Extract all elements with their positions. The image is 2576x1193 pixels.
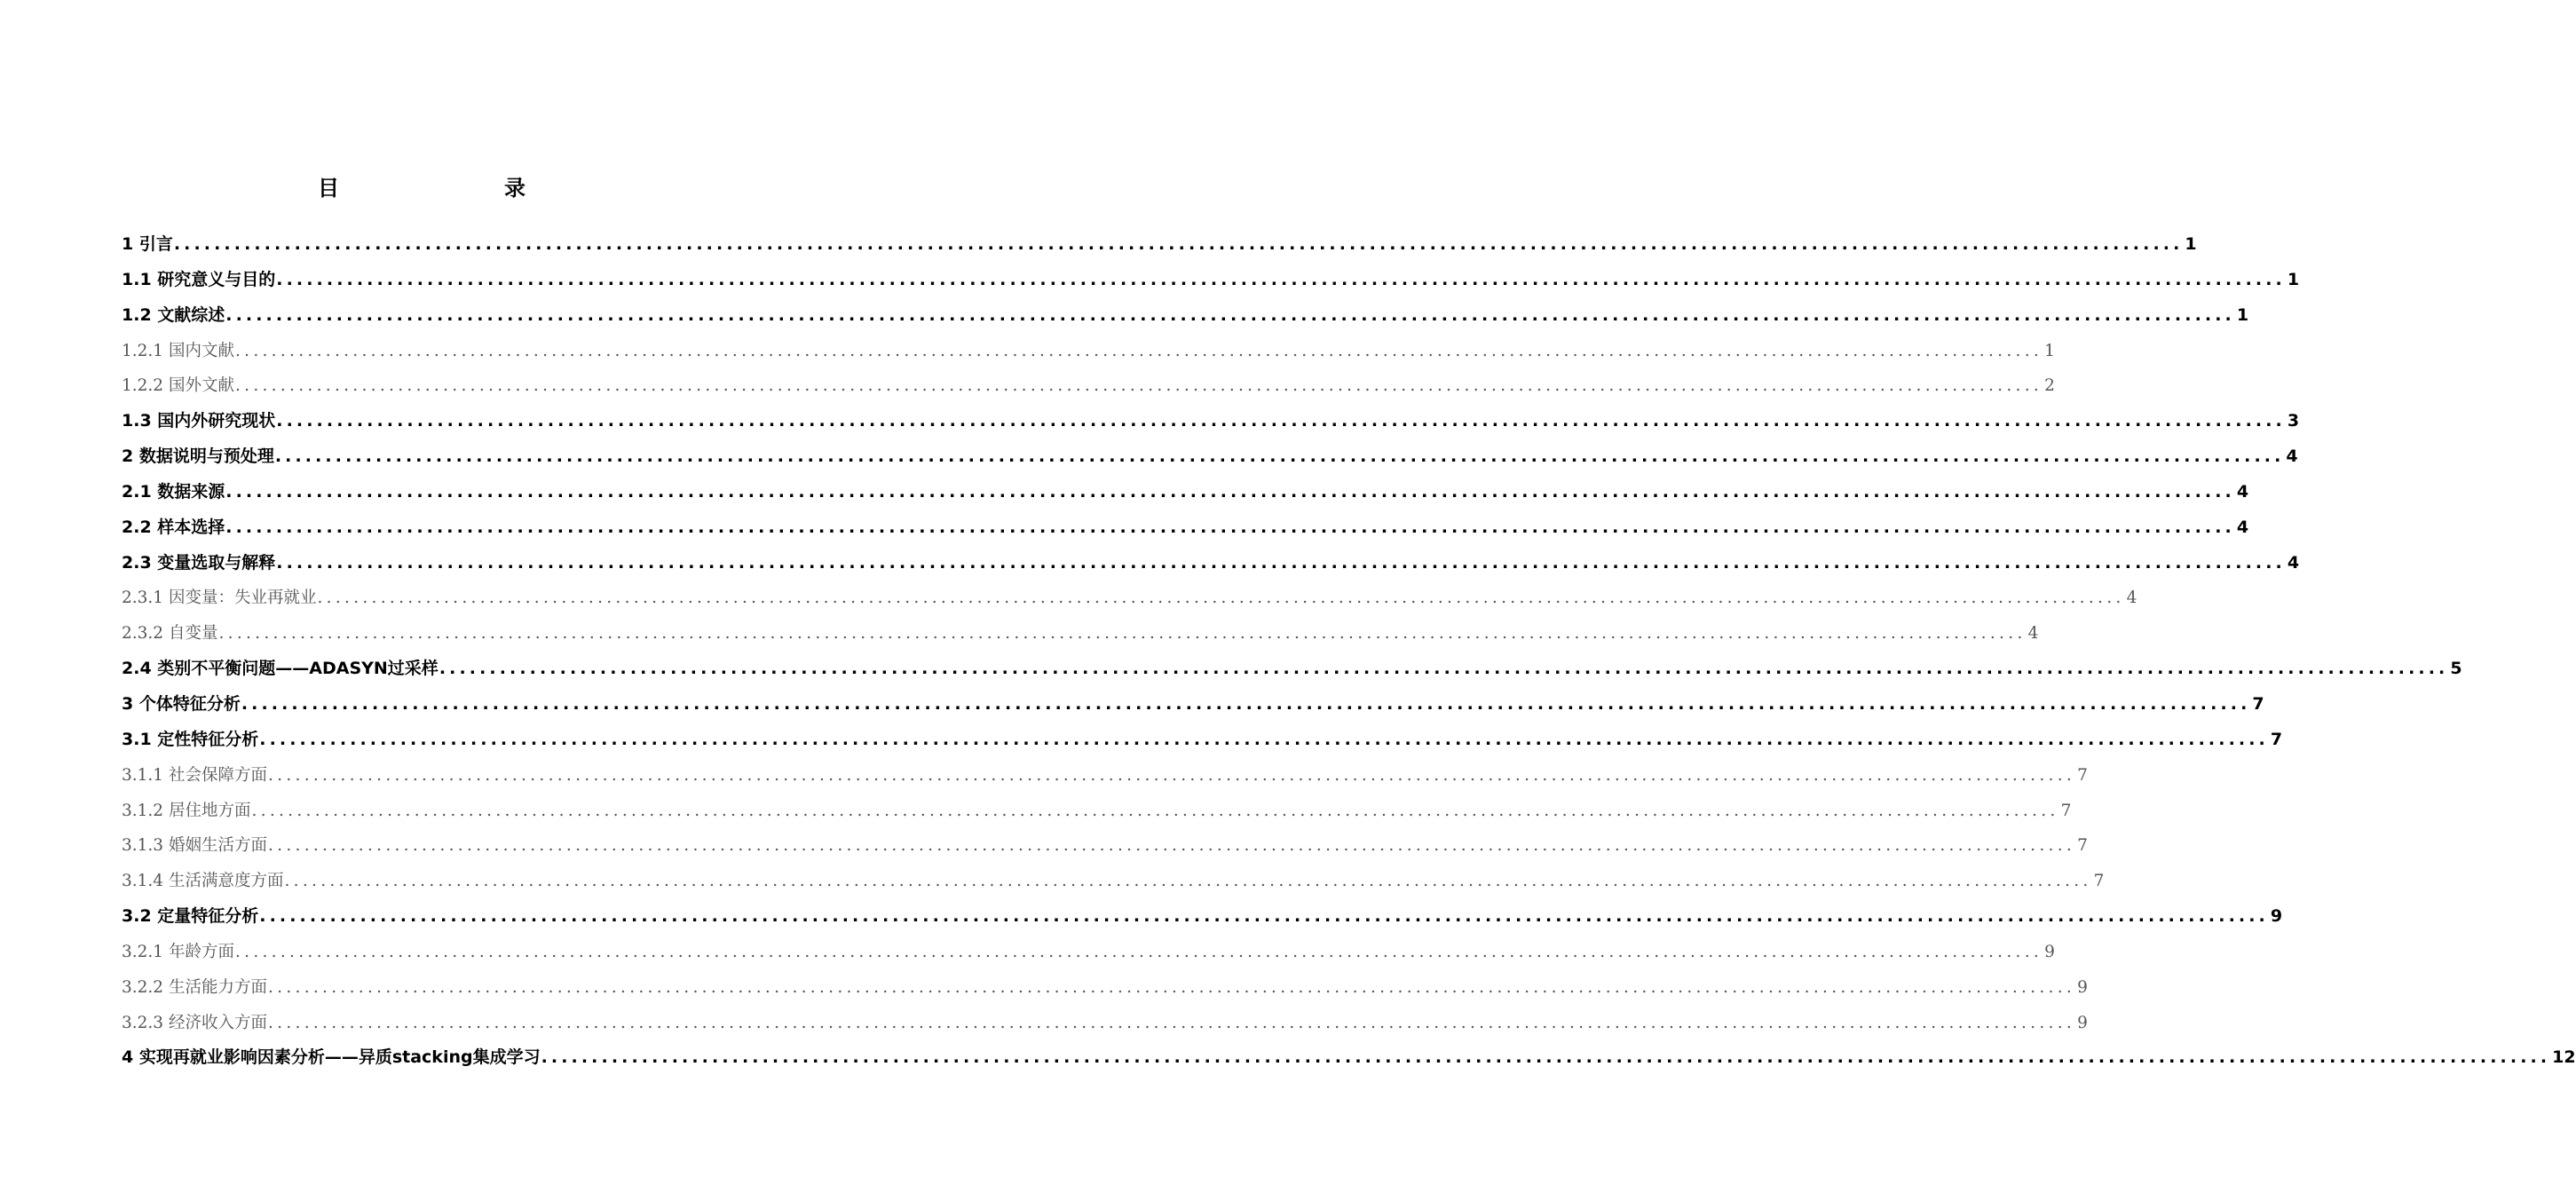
toc-entry-label: 2.1 数据来源 [122,481,225,502]
toc-entry[interactable] [122,794,2072,829]
toc-entry[interactable] [122,439,2298,475]
toc-entry-label: 3.2.1 年龄方面 [122,942,234,961]
toc-dot-leader: ........................................................................................................................................................................................................ [234,341,2043,360]
toc-dot-leader: ........................................................................................................................................................................................................ [234,942,2043,961]
toc-dot-leader: ........................................................................................................................................................................................................ [267,1013,2076,1032]
toc-entry[interactable] [122,899,2283,935]
toc-entry-page-number: 9 [2077,977,2088,997]
toc-entry[interactable] [122,334,2055,369]
toc-entry-label: 3.2.2 生活能力方面 [122,977,267,997]
toc-entry-page-number: 1 [2236,304,2249,325]
toc-dot-leader: ........................................................................................................................................................................................................ [439,659,2449,679]
toc-entry-page-number: 1 [2185,234,2197,254]
toc-entry[interactable] [122,687,2264,723]
toc-dot-leader: ........................................................................................................................................................................................................ [267,836,2076,856]
toc-entry-label: 2.2 样本选择 [122,517,225,537]
toc-entry[interactable] [122,652,2462,687]
toc-entry-page-number: 5 [2450,659,2462,679]
toc-entry-label: 1.2.2 国外文献 [122,376,234,396]
toc-entry-label: 3.1.4 生活满意度方面 [122,872,284,891]
toc-entry-label: 1.1 研究意义与目的 [122,269,276,289]
toc-dot-leader: ........................................................................................................................................................................................................ [276,269,2286,289]
toc-entry[interactable] [122,404,2300,439]
toc-entry[interactable] [122,298,2249,334]
toc-entry-page-number: 9 [2044,942,2055,961]
toc-dot-leader: ........................................................................................................................................................................................................ [284,872,2092,891]
toc-entry-label: 1.3 国内外研究现状 [122,411,276,431]
toc-dot-leader: ........................................................................................................................................................................................................ [225,517,2235,537]
toc-entry-label: 4 实现再就业影响因素分析——异质stacking集成学习 [122,1047,541,1068]
toc-entry-page-number: 7 [2077,765,2088,785]
toc-entry-page-number: 1 [2044,341,2055,360]
toc-dot-leader: ........................................................................................................................................................................................................ [267,977,2076,997]
toc-entry-page-number: 4 [2236,517,2249,537]
toc-entry[interactable] [122,970,2088,1006]
toc-entry[interactable] [122,723,2283,758]
toc-entry-page-number: 4 [2286,446,2298,467]
toc-entry-label: 2.3.1 因变量：失业再就业 [122,589,317,608]
toc-entry-page-number: 7 [2060,801,2072,820]
toc-dot-leader: ........................................................................................................................................................................................................ [218,624,2027,644]
toc-entry[interactable] [122,616,2039,652]
toc-dot-leader: ........................................................................................................................................................................................................ [274,446,2285,467]
toc-entry[interactable] [122,581,2137,616]
toc-entry[interactable] [122,935,2055,970]
toc-entry[interactable] [122,1006,2088,1041]
toc-dot-leader: ........................................................................................................................................................................................................ [267,765,2076,785]
toc-entry-page-number: 4 [2027,624,2039,644]
toc-entry-label: 2.3 变量选取与解释 [122,552,276,573]
toc-entry[interactable] [122,758,2088,794]
toc-entry-label: 3.1 定性特征分析 [122,729,259,749]
toc-entry-page-number: 4 [2126,589,2137,608]
toc-entry-page-number: 7 [2252,693,2264,714]
toc-entry[interactable] [122,475,2249,510]
toc-entry-label: 3.2.3 经济收入方面 [122,1013,267,1032]
toc-entry-label: 1.2 文献综述 [122,304,225,325]
toc-entry-page-number: 9 [2077,1013,2088,1032]
toc-entry-label: 3.1.1 社会保障方面 [122,765,267,785]
toc-dot-leader: ........................................................................................................................................................................................................ [259,906,2269,927]
toc-entry[interactable] [122,864,2105,899]
toc-dot-leader: ........................................................................................................................................................................................................ [241,693,2251,714]
toc-entry-label: 3.1.3 婚姻生活方面 [122,836,267,856]
toc-entry[interactable] [122,510,2249,546]
toc-entry-label: 1.2.1 国内文献 [122,341,234,360]
toc-entry-label: 2 数据说明与预处理 [122,446,274,467]
toc-dot-leader: ........................................................................................................................................................................................................ [251,801,2059,820]
toc-entry-page-number: 4 [2236,481,2249,502]
toc-entry-page-number: 3 [2287,411,2300,431]
toc-entry[interactable] [122,368,2055,404]
toc-entry-page-number: 7 [2077,836,2088,856]
toc-entry-label: 3 个体特征分析 [122,693,241,714]
toc-dot-leader: ........................................................................................................................................................................................................ [276,411,2286,431]
toc-entry-label: 3.1.2 居住地方面 [122,801,251,820]
toc-entry-label: 1 引言 [122,234,173,254]
toc-entry-page-number: 2 [2044,376,2055,396]
toc-entry[interactable] [122,263,2300,298]
toc-entry-label: 3.2 定量特征分析 [122,906,259,927]
toc-entry-page-number: 7 [2093,872,2105,891]
toc-dot-leader: ........................................................................................................................................................................................................ [541,1047,2551,1068]
toc-title: 目 录 [318,176,566,201]
toc-entry-label: 2.4 类别不平衡问题——ADASYN过采样 [122,659,439,679]
toc-entry[interactable] [122,828,2088,864]
toc-dot-leader: ........................................................................................................................................................................................................ [234,376,2043,396]
toc-entry-page-number: 9 [2270,906,2283,927]
toc-entry-page-number: 7 [2270,729,2283,749]
toc-entry-page-number: 1 [2287,269,2300,289]
toc-dot-leader: ........................................................................................................................................................................................................ [259,729,2269,749]
toc-entry[interactable] [122,546,2300,581]
toc-entry[interactable] [122,1040,2576,1076]
toc-entry[interactable] [122,227,2197,263]
toc-entry-label: 2.3.2 自变量 [122,624,218,644]
toc-dot-leader: ........................................................................................................................................................................................................ [225,304,2235,325]
toc-dot-leader: ........................................................................................................................................................................................................ [173,234,2184,254]
toc-entry-page-number: 4 [2287,552,2300,573]
toc-dot-leader: ........................................................................................................................................................................................................ [276,552,2286,573]
toc-entry-page-number: 12 [2552,1047,2576,1068]
toc-dot-leader: ........................................................................................................................................................................................................ [317,589,2125,608]
toc-dot-leader: ........................................................................................................................................................................................................ [225,481,2235,502]
table-of-contents [122,227,2576,1076]
